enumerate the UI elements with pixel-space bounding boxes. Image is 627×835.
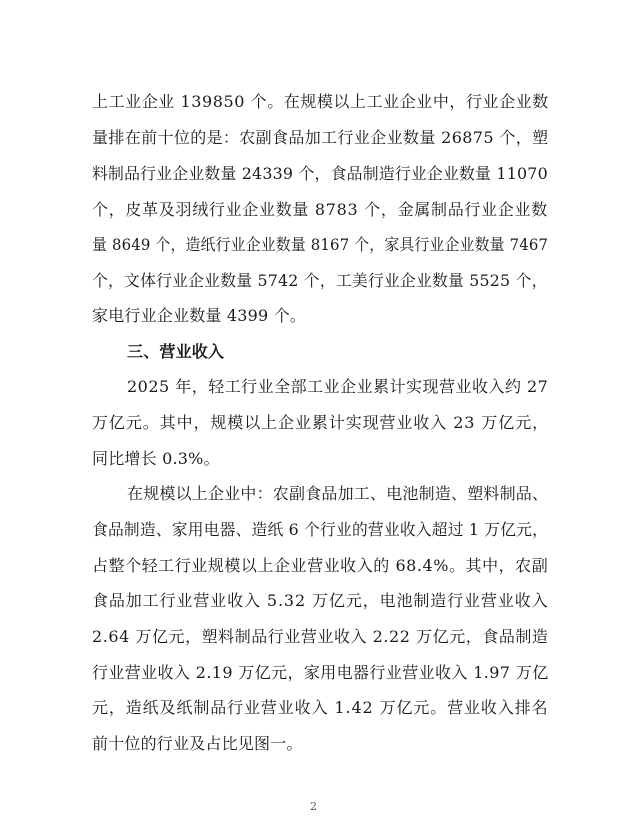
paragraph-2-line-3: 同比增长 0.3%。 xyxy=(92,449,220,468)
paragraph-3-line-1: 在规模以上企业中：农副食品加工、电池制造、塑料制品、 xyxy=(127,484,549,503)
paragraph-1-line-6: 个，文体行业企业数量 5742 个，工美行业企业数量 5525 个， xyxy=(92,271,548,290)
section-heading: 三、营业收入 xyxy=(127,342,225,361)
paragraph-3-line-8: 前十位的行业及占比见图一。 xyxy=(92,734,303,753)
page-number: 2 xyxy=(310,800,317,813)
paragraph-3-line-6: 行业营业收入 2.19 万亿元，家用电器行业营业收入 1.97 万亿 xyxy=(92,663,549,682)
paragraph-3-line-4: 食品加工行业营业收入 5.32 万亿元，电池制造行业营业收入 xyxy=(92,591,549,610)
paragraph-1-line-7: 家电行业企业数量 4399 个。 xyxy=(92,306,307,325)
paragraph-1-line-3: 料制品行业企业数量 24339 个，食品制造行业企业数量 11070 xyxy=(92,164,548,183)
paragraph-2-line-1: 2025 年，轻工行业全部工业企业累计实现营业收入约 27 xyxy=(127,377,549,396)
paragraph-3-line-5: 2.64 万亿元，塑料制品行业营业收入 2.22 万亿元，食品制造 xyxy=(92,627,549,646)
paragraph-3-line-7: 元，造纸及纸制品行业营业收入 1.42 万亿元。营业收入排名 xyxy=(92,698,549,717)
paragraph-1-line-5: 量 8649 个，造纸行业企业数量 8167 个，家具行业企业数量 7467 xyxy=(92,235,549,254)
paragraph-1-line-4: 个，皮革及羽绒行业企业数量 8783 个，金属制品行业企业数 xyxy=(92,200,548,219)
paragraph-1-line-2: 量排在前十位的是：农副食品加工行业企业数量 26875 个，塑 xyxy=(92,128,549,147)
paragraph-1-line-1: 上工业企业 139850 个。在规模以上工业企业中，行业企业数 xyxy=(92,92,549,111)
paragraph-3-line-2: 食品制造、家用电器、造纸 6 个行业的营业收入超过 1 万亿元， xyxy=(92,520,549,539)
paragraph-2-line-2: 万亿元。其中，规模以上企业累计实现营业收入 23 万亿元， xyxy=(92,413,550,432)
paragraph-3-line-3: 占整个轻工行业规模以上企业营业收入的 68.4%。其中，农副 xyxy=(92,556,549,575)
